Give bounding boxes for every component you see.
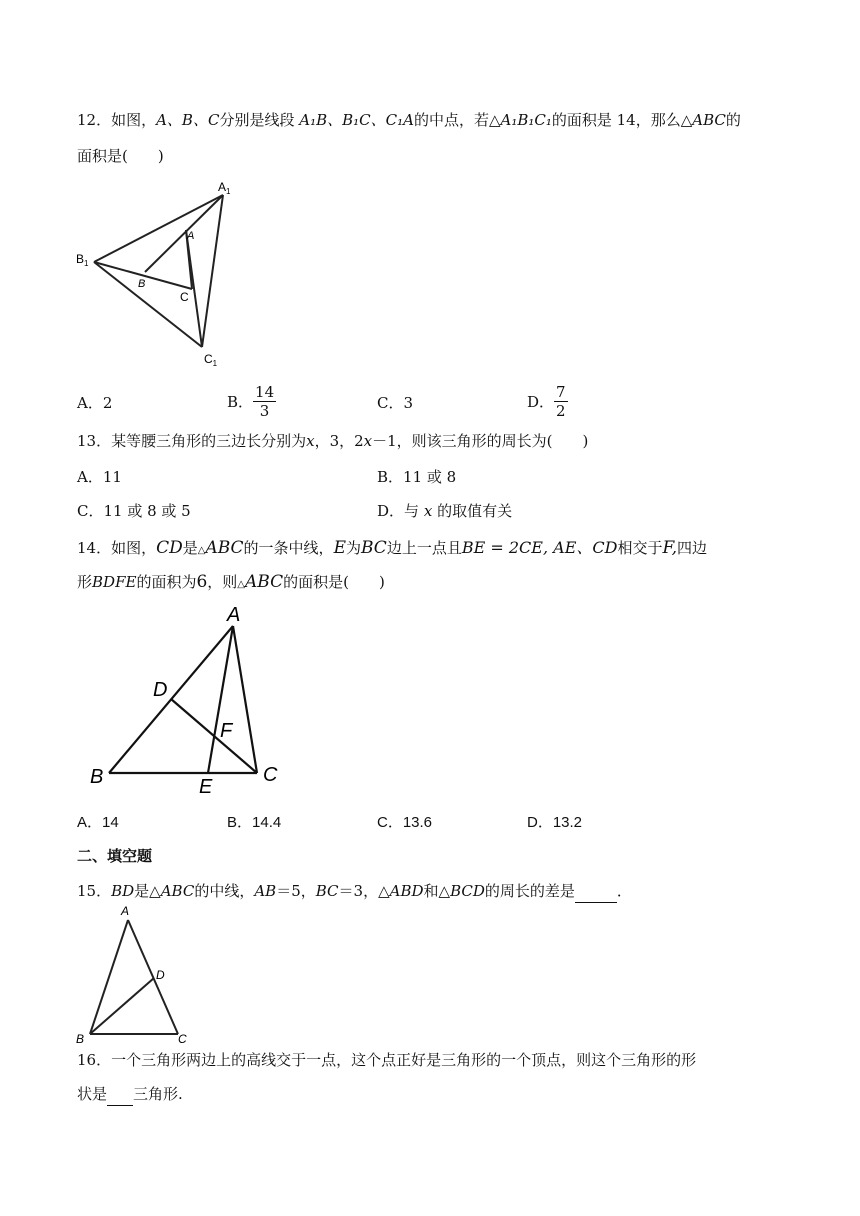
q14-option-d[interactable]: D．13.2 (527, 814, 583, 831)
q15-answer-blank[interactable] (575, 880, 617, 903)
q12-label-B1: $B_1$ (76, 252, 89, 268)
q14-option-b[interactable]: B．14.4 (227, 814, 282, 831)
q15-label-B: B (76, 1032, 85, 1046)
q14-label-D: D (153, 679, 168, 701)
q12-label-C1: $C_1$ (204, 352, 218, 368)
q16-stem-line1: 16．一个三角形两边上的高线交于一点，这个点正好是三角形的一个顶点，则这个三角形的形 (77, 1051, 697, 1069)
q14-figure (80, 595, 300, 805)
q13-option-b[interactable]: B．11 或 8 (377, 468, 457, 486)
q16-answer-blank[interactable] (107, 1083, 133, 1106)
q12-option-d[interactable]: D． $\frac{7}{2}$ (527, 383, 566, 420)
q14-label-B: B (90, 766, 104, 788)
q12-label-B: B (138, 278, 146, 290)
q14-label-C: C (263, 764, 278, 786)
q12-stem-line1: 12．如图，A、B、C分别是线段 A₁B、B₁C、C₁A的中点，若△A₁B₁C₁的面积是 14，那么△ABC的 (77, 111, 741, 129)
q12-label-C: C (180, 290, 189, 304)
q12-inner-lines (94, 195, 223, 347)
q12-option-b-fraction: $\frac{14}{3}$ (255, 383, 275, 420)
q13-option-a[interactable]: A．11 (77, 468, 122, 486)
q14-triangle (109, 626, 257, 773)
q15-figure (72, 900, 202, 1050)
q14-option-c[interactable]: C．13.6 (377, 814, 433, 831)
q14-option-a[interactable]: A．14 (77, 814, 119, 831)
q12-option-a[interactable]: A．2 (77, 394, 113, 412)
q14-label-A: A (227, 604, 241, 626)
q12-figure (70, 175, 250, 370)
q12-stem-line2: 面积是( ) (77, 147, 164, 165)
q16-stem-line2: 状是 三角形. (77, 1083, 183, 1106)
q12-segments: A₁B、B₁C、C₁A (299, 111, 414, 129)
q15-triangle (90, 920, 178, 1034)
q15-stem: 15．BD是△ABC的中线，AB＝5，BC＝3，△ABD和△BCD的周长的差是 ． (77, 880, 632, 903)
q14-label-F: F (220, 720, 233, 742)
q13-option-c[interactable]: C．11 或 8 或 5 (77, 502, 191, 520)
q12-label-A1: $A_1$ (218, 180, 231, 196)
q12-label-A: A (187, 230, 195, 242)
q12-outer-triangle (94, 195, 223, 347)
q12-option-d-fraction: $\frac{7}{2}$ (556, 383, 566, 420)
q14-stem-line1: 14．如图，CD是△ABC的一条中线，E为BC边上一点且BE = 2CE, AE、CD相交于F,四边 (77, 538, 708, 558)
q12-option-b[interactable]: B． $\frac{14}{3}$ (227, 383, 275, 420)
section-heading-fill-in: 二、填空题 (77, 847, 153, 865)
q15-label-A: A (121, 904, 130, 918)
q15-label-D: D (156, 968, 165, 982)
q14-stem-line2: 形BDFE的面积为6，则△ABC的面积是( ) (77, 572, 385, 592)
q13-stem: 13．某等腰三角形的三边长分别为x，3，2x－1，则该三角形的周长为( ) (77, 432, 589, 450)
q14-label-E: E (199, 776, 213, 798)
q15-label-C: C (178, 1032, 187, 1046)
q12-option-c[interactable]: C．3 (377, 394, 414, 412)
q13-option-d[interactable]: D．与 x 的取值有关 (377, 502, 513, 520)
